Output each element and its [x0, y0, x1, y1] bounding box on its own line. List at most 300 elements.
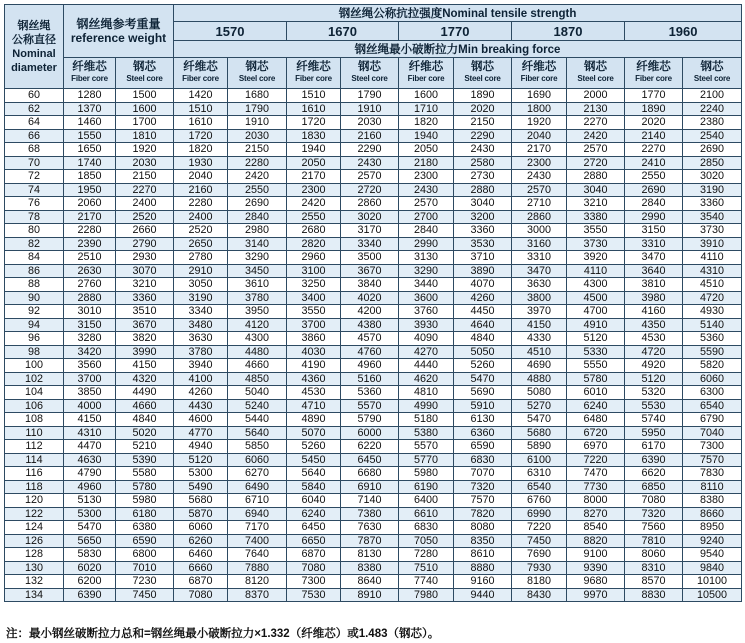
value-cell: 5380 [399, 426, 454, 440]
value-cell: 1890 [625, 102, 683, 116]
value-cell: 7040 [683, 426, 742, 440]
table-row [5, 197, 742, 211]
value-cell: 4150 [64, 413, 116, 427]
value-cell: 5320 [625, 386, 683, 400]
table-row [5, 480, 742, 494]
value-cell: 1420 [174, 89, 228, 103]
value-cell: 1690 [512, 89, 567, 103]
value-cell: 2860 [512, 210, 567, 224]
diameter-cell: 132 [5, 575, 64, 589]
value-cell: 1280 [64, 89, 116, 103]
value-cell: 2570 [399, 197, 454, 211]
value-cell: 1700 [116, 116, 174, 130]
value-cell: 2020 [454, 102, 512, 116]
value-cell: 2390 [64, 237, 116, 251]
value-cell: 8430 [512, 588, 567, 602]
value-cell: 1720 [174, 129, 228, 143]
value-cell: 3540 [683, 210, 742, 224]
value-cell: 2000 [567, 89, 625, 103]
value-cell: 5640 [287, 467, 341, 481]
table-row [5, 183, 742, 197]
value-cell: 3530 [454, 237, 512, 251]
value-cell: 1820 [174, 143, 228, 157]
value-cell: 3340 [174, 305, 228, 319]
value-cell: 1460 [64, 116, 116, 130]
spec-table-container [4, 4, 741, 602]
value-cell: 3920 [567, 251, 625, 265]
value-cell: 4770 [174, 426, 228, 440]
value-cell: 2170 [512, 143, 567, 157]
value-cell: 1710 [399, 102, 454, 116]
footnote: 注：最小钢丝破断拉力总和=钢丝绳最小破断拉力×1.332（纤维芯）或1.483（钢芯）。 [6, 628, 440, 640]
value-cell: 4100 [174, 372, 228, 386]
value-cell: 4470 [64, 440, 116, 454]
value-cell: 7640 [228, 548, 287, 562]
value-cell: 4930 [683, 305, 742, 319]
value-cell: 9540 [683, 548, 742, 562]
value-cell: 2030 [116, 156, 174, 170]
value-cell: 1850 [64, 170, 116, 184]
table-row [5, 102, 742, 116]
value-cell: 4350 [625, 318, 683, 332]
value-cell: 1610 [174, 116, 228, 130]
value-cell: 6260 [174, 534, 228, 548]
value-cell: 4310 [64, 426, 116, 440]
value-cell: 7080 [174, 588, 228, 602]
grade-header: 1570 [174, 22, 287, 41]
diameter-cell: 98 [5, 345, 64, 359]
core-header-row [5, 58, 742, 89]
value-cell: 2910 [174, 264, 228, 278]
value-cell: 3450 [228, 264, 287, 278]
value-cell: 2850 [683, 156, 742, 170]
table-row [5, 278, 742, 292]
value-cell: 3470 [625, 251, 683, 265]
steel-core-header-cn: 钢芯 [133, 61, 156, 73]
fiber-core-header [174, 58, 228, 89]
value-cell: 6380 [116, 521, 174, 535]
value-cell: 4160 [625, 305, 683, 319]
value-cell: 3150 [64, 318, 116, 332]
value-cell: 8950 [683, 521, 742, 535]
value-cell: 3020 [341, 210, 399, 224]
value-cell: 6870 [287, 548, 341, 562]
breaking-force-header: 钢丝绳最小破断拉力Min breaking force [174, 41, 742, 58]
value-cell: 1810 [116, 129, 174, 143]
value-cell: 3100 [287, 264, 341, 278]
value-cell: 3600 [399, 291, 454, 305]
value-cell: 2840 [228, 210, 287, 224]
fiber-core-header-en: Fiber core [635, 74, 672, 83]
value-cell: 7380 [341, 507, 399, 521]
value-cell: 7220 [567, 453, 625, 467]
value-cell: 3440 [399, 278, 454, 292]
value-cell: 2290 [454, 129, 512, 143]
value-cell: 2430 [341, 156, 399, 170]
value-cell: 3310 [625, 237, 683, 251]
steel-core-header-cn: 钢芯 [471, 61, 494, 73]
grade-header: 1670 [287, 22, 399, 41]
value-cell: 5120 [567, 332, 625, 346]
value-cell: 2410 [625, 156, 683, 170]
value-cell: 1550 [64, 129, 116, 143]
value-cell: 2720 [567, 156, 625, 170]
value-cell: 1600 [399, 89, 454, 103]
value-cell: 3730 [567, 237, 625, 251]
value-cell: 2280 [174, 197, 228, 211]
value-cell: 7810 [625, 534, 683, 548]
value-cell: 8380 [683, 494, 742, 508]
value-cell: 6170 [625, 440, 683, 454]
value-cell: 6850 [625, 480, 683, 494]
value-cell: 3820 [116, 332, 174, 346]
value-cell: 2040 [512, 129, 567, 143]
value-cell: 1650 [64, 143, 116, 157]
value-cell: 7230 [116, 575, 174, 589]
value-cell: 5580 [116, 467, 174, 481]
value-cell: 7050 [399, 534, 454, 548]
value-cell: 5780 [116, 480, 174, 494]
value-cell: 5820 [683, 359, 742, 373]
value-cell: 7070 [454, 467, 512, 481]
value-cell: 6480 [567, 413, 625, 427]
value-cell: 3250 [287, 278, 341, 292]
value-cell: 6610 [399, 507, 454, 521]
value-cell: 4720 [625, 345, 683, 359]
value-cell: 3940 [174, 359, 228, 373]
value-cell: 2880 [567, 170, 625, 184]
value-cell: 3890 [454, 264, 512, 278]
steel-core-header [454, 58, 512, 89]
value-cell: 3670 [116, 318, 174, 332]
value-cell: 4110 [567, 264, 625, 278]
value-cell: 6790 [683, 413, 742, 427]
value-cell: 6130 [454, 413, 512, 427]
value-cell: 7870 [341, 534, 399, 548]
value-cell: 2660 [116, 224, 174, 238]
grade-header: 1770 [399, 22, 512, 41]
diameter-cell: 78 [5, 210, 64, 224]
table-row [5, 170, 742, 184]
value-cell: 7570 [454, 494, 512, 508]
value-cell: 2150 [454, 116, 512, 130]
value-cell: 4190 [287, 359, 341, 373]
table-row [5, 507, 742, 521]
steel-core-header-cn: 钢芯 [245, 61, 269, 73]
value-cell: 4450 [454, 305, 512, 319]
table-row [5, 359, 742, 373]
value-cell: 5210 [116, 440, 174, 454]
diameter-cell: 86 [5, 264, 64, 278]
value-cell: 2570 [567, 143, 625, 157]
diameter-header-cn: 钢丝绳 公称直径 [12, 19, 56, 46]
value-cell: 7690 [512, 548, 567, 562]
value-cell: 8570 [625, 575, 683, 589]
value-cell: 2690 [625, 183, 683, 197]
value-cell: 6180 [116, 507, 174, 521]
table-row [5, 413, 742, 427]
value-cell: 3360 [683, 197, 742, 211]
diameter-cell: 80 [5, 224, 64, 238]
value-cell: 4530 [625, 332, 683, 346]
value-cell: 4760 [341, 345, 399, 359]
diameter-cell: 116 [5, 467, 64, 481]
value-cell: 3980 [625, 291, 683, 305]
value-cell: 8060 [625, 548, 683, 562]
value-cell: 4880 [512, 372, 567, 386]
value-cell: 2300 [399, 170, 454, 184]
value-cell: 4940 [174, 440, 228, 454]
value-cell: 1920 [116, 143, 174, 157]
value-cell: 4660 [228, 359, 287, 373]
value-cell: 6990 [512, 507, 567, 521]
value-cell: 6220 [341, 440, 399, 454]
value-cell: 6360 [454, 426, 512, 440]
value-cell: 7930 [512, 561, 567, 575]
value-cell: 1510 [287, 89, 341, 103]
diameter-cell: 64 [5, 116, 64, 130]
value-cell: 4300 [228, 332, 287, 346]
value-cell: 7080 [625, 494, 683, 508]
value-cell: 2990 [399, 237, 454, 251]
value-cell: 3860 [287, 332, 341, 346]
value-cell: 6540 [512, 480, 567, 494]
value-cell: 6720 [567, 426, 625, 440]
value-cell: 9970 [567, 588, 625, 602]
value-cell: 2030 [228, 129, 287, 143]
value-cell: 6100 [512, 453, 567, 467]
value-cell: 3050 [174, 278, 228, 292]
value-cell: 4150 [116, 359, 174, 373]
value-cell: 5590 [683, 345, 742, 359]
spec-table-body [5, 89, 742, 602]
value-cell: 5300 [64, 507, 116, 521]
value-cell: 9840 [683, 561, 742, 575]
table-row [5, 440, 742, 454]
value-cell: 8270 [567, 507, 625, 521]
value-cell: 6830 [399, 521, 454, 535]
value-cell: 6240 [287, 507, 341, 521]
diameter-cell: 106 [5, 399, 64, 413]
value-cell: 2570 [512, 183, 567, 197]
value-cell: 1830 [287, 129, 341, 143]
value-cell: 1940 [399, 129, 454, 143]
table-row [5, 224, 742, 238]
value-cell: 5120 [174, 453, 228, 467]
value-cell: 6190 [399, 480, 454, 494]
value-cell: 3280 [64, 332, 116, 346]
value-cell: 5360 [341, 386, 399, 400]
value-cell: 3700 [287, 318, 341, 332]
value-cell: 2180 [399, 156, 454, 170]
value-cell: 8370 [228, 588, 287, 602]
value-cell: 2400 [116, 197, 174, 211]
value-cell: 10100 [683, 575, 742, 589]
value-cell: 2690 [228, 197, 287, 211]
value-cell: 7740 [399, 575, 454, 589]
value-cell: 3290 [228, 251, 287, 265]
value-cell: 4840 [116, 413, 174, 427]
value-cell: 5080 [512, 386, 567, 400]
value-cell: 7220 [512, 521, 567, 535]
value-cell: 3160 [512, 237, 567, 251]
value-cell: 8350 [454, 534, 512, 548]
value-cell: 3990 [116, 345, 174, 359]
value-cell: 5770 [399, 453, 454, 467]
value-cell: 3760 [399, 305, 454, 319]
value-cell: 2150 [228, 143, 287, 157]
value-cell: 7320 [454, 480, 512, 494]
value-cell: 2820 [287, 237, 341, 251]
diameter-cell: 112 [5, 440, 64, 454]
value-cell: 2270 [116, 183, 174, 197]
value-cell: 3560 [64, 359, 116, 373]
value-cell: 5980 [116, 494, 174, 508]
value-cell: 7820 [454, 507, 512, 521]
value-cell: 3000 [512, 224, 567, 238]
diameter-cell: 120 [5, 494, 64, 508]
value-cell: 4910 [567, 318, 625, 332]
value-cell: 4000 [64, 399, 116, 413]
value-cell: 4490 [116, 386, 174, 400]
value-cell: 4690 [512, 359, 567, 373]
value-cell: 3670 [341, 264, 399, 278]
value-cell: 2550 [287, 210, 341, 224]
value-cell: 1610 [287, 102, 341, 116]
value-cell: 7170 [228, 521, 287, 535]
value-cell: 3630 [512, 278, 567, 292]
value-cell: 4380 [341, 318, 399, 332]
value-cell: 10500 [683, 588, 742, 602]
value-cell: 3070 [116, 264, 174, 278]
value-cell: 3550 [567, 224, 625, 238]
value-cell: 5360 [683, 332, 742, 346]
value-cell: 2060 [64, 197, 116, 211]
value-cell: 4960 [341, 359, 399, 373]
value-cell: 3630 [174, 332, 228, 346]
value-cell: 7530 [287, 588, 341, 602]
diameter-cell: 66 [5, 129, 64, 143]
value-cell: 8540 [567, 521, 625, 535]
value-cell: 2790 [116, 237, 174, 251]
value-cell: 1800 [512, 102, 567, 116]
value-cell: 1930 [174, 156, 228, 170]
diameter-cell: 90 [5, 291, 64, 305]
value-cell: 3380 [567, 210, 625, 224]
value-cell: 2510 [64, 251, 116, 265]
value-cell: 6680 [341, 467, 399, 481]
value-cell: 2290 [341, 143, 399, 157]
value-cell: 4090 [399, 332, 454, 346]
value-cell: 2420 [567, 129, 625, 143]
table-row [5, 345, 742, 359]
value-cell: 4030 [287, 345, 341, 359]
value-cell: 4660 [116, 399, 174, 413]
grade-header: 1870 [512, 22, 625, 41]
value-cell: 8110 [683, 480, 742, 494]
value-cell: 2300 [512, 156, 567, 170]
value-cell: 2420 [228, 170, 287, 184]
value-cell: 8080 [454, 521, 512, 535]
value-cell: 4700 [567, 305, 625, 319]
value-cell: 5130 [64, 494, 116, 508]
value-cell: 5550 [567, 359, 625, 373]
value-cell: 6060 [228, 453, 287, 467]
table-row [5, 534, 742, 548]
diameter-cell: 128 [5, 548, 64, 562]
diameter-cell: 62 [5, 102, 64, 116]
value-cell: 3800 [512, 291, 567, 305]
value-cell: 5120 [625, 372, 683, 386]
table-row [5, 372, 742, 386]
value-cell: 4360 [287, 372, 341, 386]
value-cell: 6830 [454, 453, 512, 467]
value-cell: 5240 [228, 399, 287, 413]
value-cell: 2300 [287, 183, 341, 197]
value-cell: 7630 [341, 521, 399, 535]
value-cell: 3780 [228, 291, 287, 305]
value-cell: 4810 [399, 386, 454, 400]
value-cell: 5050 [454, 345, 512, 359]
value-cell: 8880 [454, 561, 512, 575]
value-cell: 8000 [567, 494, 625, 508]
value-cell: 1890 [454, 89, 512, 103]
value-cell: 5040 [228, 386, 287, 400]
value-cell: 8660 [683, 507, 742, 521]
value-cell: 5680 [174, 494, 228, 508]
value-cell: 3360 [454, 224, 512, 238]
value-cell: 1370 [64, 102, 116, 116]
value-cell: 5470 [512, 413, 567, 427]
value-cell: 2140 [625, 129, 683, 143]
value-cell: 4960 [64, 480, 116, 494]
value-cell: 2980 [228, 224, 287, 238]
value-cell: 2730 [454, 170, 512, 184]
value-cell: 7510 [399, 561, 454, 575]
value-cell: 6020 [64, 561, 116, 575]
value-cell: 2520 [116, 210, 174, 224]
value-cell: 3470 [512, 264, 567, 278]
value-cell: 2650 [174, 237, 228, 251]
fiber-core-header-cn: 纤维芯 [408, 61, 444, 73]
value-cell: 8910 [341, 588, 399, 602]
fiber-core-header [625, 58, 683, 89]
value-cell: 6800 [116, 548, 174, 562]
value-cell: 1500 [116, 89, 174, 103]
value-cell: 8830 [625, 588, 683, 602]
value-cell: 7880 [228, 561, 287, 575]
value-cell: 5180 [399, 413, 454, 427]
value-cell: 6490 [228, 480, 287, 494]
value-cell: 2520 [174, 224, 228, 238]
table-row [5, 588, 742, 602]
value-cell: 3310 [512, 251, 567, 265]
value-cell: 6040 [287, 494, 341, 508]
value-cell: 2030 [341, 116, 399, 130]
value-cell: 4260 [454, 291, 512, 305]
value-cell: 3550 [287, 305, 341, 319]
value-cell: 3780 [174, 345, 228, 359]
value-cell: 2860 [341, 197, 399, 211]
value-cell: 5490 [174, 480, 228, 494]
value-cell: 2960 [287, 251, 341, 265]
value-cell: 2160 [341, 129, 399, 143]
value-cell: 5390 [116, 453, 174, 467]
value-cell: 1950 [64, 183, 116, 197]
value-cell: 2020 [625, 116, 683, 130]
table-row [5, 264, 742, 278]
diameter-cell: 82 [5, 237, 64, 251]
